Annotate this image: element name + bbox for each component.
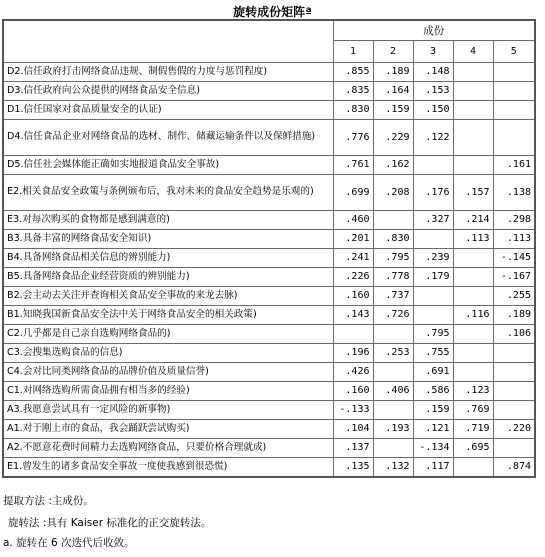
loading-value-c5 xyxy=(493,343,535,362)
loading-value-c1: .160 xyxy=(333,286,373,305)
table-row xyxy=(3,438,535,457)
row-label: A3.我愿意尝试具有一定风险的新事物) xyxy=(7,403,171,415)
loading-value-c4 xyxy=(453,267,493,286)
loading-value-c4: .123 xyxy=(453,381,493,400)
row-label: E1.曾发生的诸多食品安全事故一度使我感到很恐慌) xyxy=(7,460,228,472)
row-label-cell xyxy=(3,62,333,81)
loading-value-c5: .220 xyxy=(493,419,535,438)
loading-value-c5 xyxy=(493,119,535,155)
loading-value-c3: .179 xyxy=(413,267,453,286)
loading-value-c4 xyxy=(453,362,493,381)
loading-value-c5: .138 xyxy=(493,174,535,210)
loading-value-c1: .460 xyxy=(333,210,373,229)
loading-value-c4 xyxy=(453,155,493,174)
loading-value-c5 xyxy=(493,81,535,100)
table-row xyxy=(3,324,535,343)
loading-value-c2: .830 xyxy=(373,229,413,248)
row-label-cell xyxy=(3,155,333,174)
loading-value-c2: .193 xyxy=(373,419,413,438)
loading-value-c3: .150 xyxy=(413,100,453,119)
table-row xyxy=(3,81,535,100)
loading-value-c2 xyxy=(373,324,413,343)
table-row xyxy=(3,457,535,477)
note-convergence: a. 旋转在 6 次迭代后收敛。 xyxy=(3,537,135,549)
loading-value-c2 xyxy=(373,210,413,229)
row-label-cell xyxy=(3,438,333,457)
loading-value-c3: .755 xyxy=(413,343,453,362)
loading-value-c4 xyxy=(453,286,493,305)
loading-value-c5 xyxy=(493,438,535,457)
table-row xyxy=(3,100,535,119)
loading-value-c1: .196 xyxy=(333,343,373,362)
loading-value-c1: .137 xyxy=(333,438,373,457)
row-label: E2.相关食品安全政策与条例颁布后，我对未来的食品安全趋势是乐观的) xyxy=(7,186,314,197)
loading-value-c4: .695 xyxy=(453,438,493,457)
loading-value-c3 xyxy=(413,155,453,174)
loading-value-c1: .699 xyxy=(333,174,373,210)
row-label-cell xyxy=(3,267,333,286)
table-row xyxy=(3,174,535,210)
loading-value-c2: .253 xyxy=(373,343,413,362)
row-label: D4.信任食品企业对网络食品的选材、制作、储藏运输条件以及保鲜措施) xyxy=(7,131,316,142)
table-title: 旋转成份矩阵ª xyxy=(233,5,312,19)
table-row xyxy=(3,419,535,438)
row-label-cell xyxy=(3,210,333,229)
row-label-cell xyxy=(3,81,333,100)
loading-value-c5: .189 xyxy=(493,305,535,324)
row-label: C1.对网络选购所需食品拥有相当多的经验) xyxy=(7,384,190,396)
loading-value-c2: .132 xyxy=(373,457,413,477)
table-row xyxy=(3,248,535,267)
row-label: B1.知晓我国新食品安全法中关于网络食品安全的相关政策) xyxy=(7,308,257,320)
loading-value-c4 xyxy=(453,81,493,100)
row-label: B3.具备丰富的网络食品安全知识) xyxy=(7,232,152,244)
row-label: E3.对每次购买的食物都是感到满意的) xyxy=(7,213,170,225)
loading-value-c2 xyxy=(373,400,413,419)
loading-value-c3: .121 xyxy=(413,419,453,438)
loading-value-c4: .214 xyxy=(453,210,493,229)
row-label: C4.会对比同类网络食品的品牌价值及质量信誉) xyxy=(7,365,209,377)
loading-value-c5: .106 xyxy=(493,324,535,343)
row-label-cell xyxy=(3,286,333,305)
row-label-cell xyxy=(3,100,333,119)
header-corner-cell xyxy=(3,20,333,62)
loading-value-c5: -.145 xyxy=(493,248,535,267)
loading-value-c1: .830 xyxy=(333,100,373,119)
loading-value-c1: .835 xyxy=(333,81,373,100)
row-label-cell xyxy=(3,343,333,362)
row-label: B2.会主动去关注并查询相关食品安全事故的来龙去脉) xyxy=(7,289,238,301)
table-row xyxy=(3,362,535,381)
row-label: B4.具备网络食品相关信息的辨别能力) xyxy=(7,251,171,263)
row-label: D2.信任政府打击网络食品违规、制假售假的力度与惩罚程度) xyxy=(7,65,268,77)
row-label: A2.不愿意花费时间精力去选购网络食品，只要价格合理就成) xyxy=(7,441,267,453)
loading-value-c1: .160 xyxy=(333,381,373,400)
row-label-cell xyxy=(3,305,333,324)
loading-value-c1: .135 xyxy=(333,457,373,477)
loading-value-c3: .795 xyxy=(413,324,453,343)
loading-value-c3 xyxy=(413,286,453,305)
loading-value-c1: .855 xyxy=(333,62,373,81)
rotated-component-matrix-table xyxy=(2,19,536,478)
loading-value-c2: .406 xyxy=(373,381,413,400)
column-header-3: 3 xyxy=(413,40,453,62)
loading-value-c2: .164 xyxy=(373,81,413,100)
loading-value-c1: .226 xyxy=(333,267,373,286)
loading-value-c3: -.134 xyxy=(413,438,453,457)
loading-value-c3: .176 xyxy=(413,174,453,210)
loading-value-c3: .159 xyxy=(413,400,453,419)
row-label-cell xyxy=(3,174,333,210)
row-label: D3.信任政府向公众提供的网络食品安全信息) xyxy=(7,84,200,96)
loading-value-c5: .874 xyxy=(493,457,535,477)
table-row xyxy=(3,62,535,81)
row-label: D5.信任社会媒体能正确如实地报道食品安全事故) xyxy=(7,158,220,170)
loading-value-c2 xyxy=(373,438,413,457)
loading-value-c1: .201 xyxy=(333,229,373,248)
loading-value-c1: .143 xyxy=(333,305,373,324)
loading-value-c5: .298 xyxy=(493,210,535,229)
loading-value-c5: .161 xyxy=(493,155,535,174)
component-group-header: 成份 xyxy=(333,20,535,40)
loading-value-c2: .795 xyxy=(373,248,413,267)
loading-value-c2: .162 xyxy=(373,155,413,174)
loading-value-c1: .241 xyxy=(333,248,373,267)
loading-value-c4 xyxy=(453,248,493,267)
row-label: C2.几乎都是自己亲自选购网络食品的) xyxy=(7,327,171,339)
loading-value-c4: .116 xyxy=(453,305,493,324)
table-row xyxy=(3,119,535,155)
loading-value-c5: .113 xyxy=(493,229,535,248)
loading-value-c5: -.167 xyxy=(493,267,535,286)
loading-value-c2: .778 xyxy=(373,267,413,286)
loading-value-c4 xyxy=(453,457,493,477)
loading-value-c3: .122 xyxy=(413,119,453,155)
loading-value-c4 xyxy=(453,62,493,81)
row-label-cell xyxy=(3,457,333,477)
loading-value-c1: -.133 xyxy=(333,400,373,419)
table-row xyxy=(3,229,535,248)
note-rotation-method: 旋转法 :具有 Kaiser 标准化的正交旋转法。 xyxy=(8,517,212,529)
loading-value-c1 xyxy=(333,324,373,343)
loading-value-c5 xyxy=(493,400,535,419)
loading-value-c2: .159 xyxy=(373,100,413,119)
loading-value-c3: .691 xyxy=(413,362,453,381)
table-row xyxy=(3,267,535,286)
loading-value-c3: .327 xyxy=(413,210,453,229)
loading-value-c1: .776 xyxy=(333,119,373,155)
row-label: A1.对于刚上市的食品，我会踊跃尝试购买) xyxy=(7,422,190,434)
loading-value-c3: .239 xyxy=(413,248,453,267)
header-row-group xyxy=(3,20,535,40)
loading-value-c4: .157 xyxy=(453,174,493,210)
row-label-cell xyxy=(3,362,333,381)
loading-value-c5 xyxy=(493,62,535,81)
loading-value-c4 xyxy=(453,100,493,119)
loading-value-c5 xyxy=(493,381,535,400)
loading-value-c4: .769 xyxy=(453,400,493,419)
row-label: B5.具备网络食品企业经营资质的辨别能力) xyxy=(7,270,190,282)
column-header-2: 2 xyxy=(373,40,413,62)
loading-value-c4 xyxy=(453,324,493,343)
loading-value-c4: .719 xyxy=(453,419,493,438)
table-row xyxy=(3,381,535,400)
table-row xyxy=(3,400,535,419)
loading-value-c2: .229 xyxy=(373,119,413,155)
table-row xyxy=(3,305,535,324)
row-label-cell xyxy=(3,419,333,438)
loading-value-c3: .153 xyxy=(413,81,453,100)
loading-value-c2: .189 xyxy=(373,62,413,81)
loading-value-c2 xyxy=(373,362,413,381)
loading-value-c1: .426 xyxy=(333,362,373,381)
table-row xyxy=(3,343,535,362)
table-row xyxy=(3,155,535,174)
row-label-cell xyxy=(3,119,333,155)
column-header-1: 1 xyxy=(333,40,373,62)
loading-value-c5 xyxy=(493,362,535,381)
loading-value-c2: .208 xyxy=(373,174,413,210)
row-label-cell xyxy=(3,400,333,419)
column-header-4: 4 xyxy=(453,40,493,62)
column-header-5: 5 xyxy=(493,40,535,62)
loading-value-c2: .726 xyxy=(373,305,413,324)
loading-value-c3: .148 xyxy=(413,62,453,81)
row-label-cell xyxy=(3,381,333,400)
table-row xyxy=(3,210,535,229)
loading-value-c5: .255 xyxy=(493,286,535,305)
loading-value-c1: .761 xyxy=(333,155,373,174)
loading-value-c2: .737 xyxy=(373,286,413,305)
note-extraction-method: 提取方法 :主成份。 xyxy=(3,495,94,507)
loading-value-c3: .586 xyxy=(413,381,453,400)
loading-value-c3 xyxy=(413,305,453,324)
row-label: C3.会搜集选购食品的信息) xyxy=(7,346,123,358)
table-row xyxy=(3,286,535,305)
loading-value-c5 xyxy=(493,100,535,119)
row-label-cell xyxy=(3,229,333,248)
row-label-cell xyxy=(3,324,333,343)
loading-value-c3 xyxy=(413,229,453,248)
row-label-cell xyxy=(3,248,333,267)
row-label: D1.信任国家对食品质量安全的认证) xyxy=(7,103,162,115)
loading-value-c4 xyxy=(453,119,493,155)
loading-value-c3: .117 xyxy=(413,457,453,477)
loading-value-c1: .104 xyxy=(333,419,373,438)
loading-value-c4 xyxy=(453,343,493,362)
loading-value-c4: .113 xyxy=(453,229,493,248)
